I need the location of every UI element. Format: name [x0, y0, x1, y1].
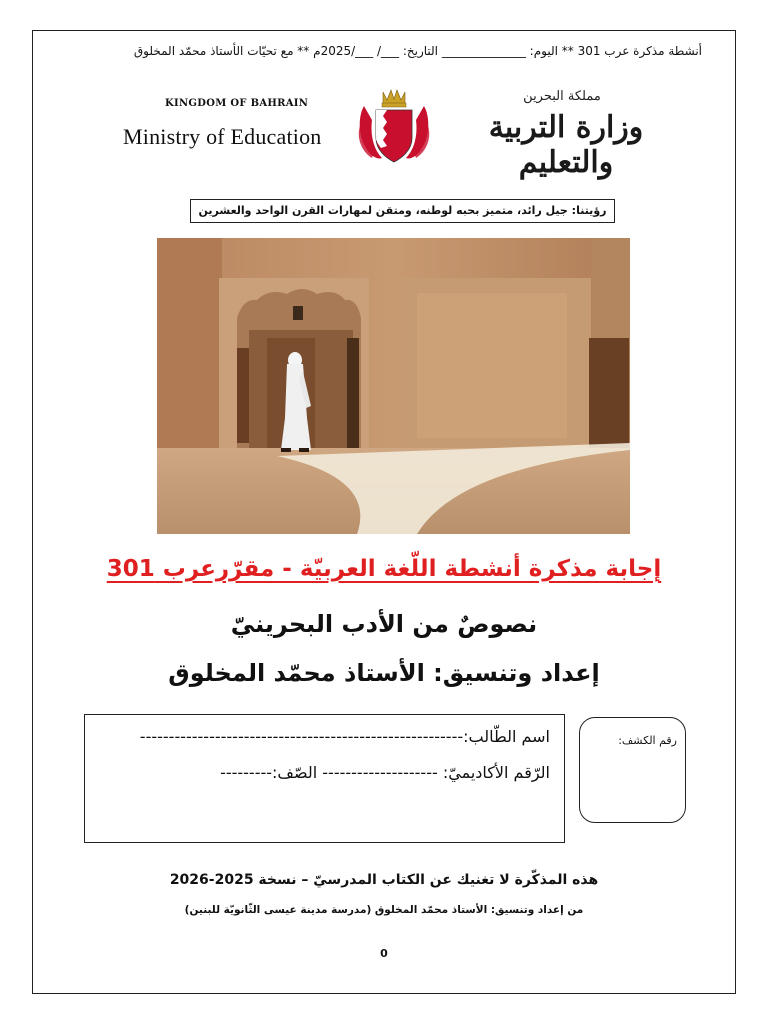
country-title-ar: مملكة البحرين [523, 89, 601, 104]
exam-number-label: رقم الكشف: [618, 734, 677, 747]
student-name-blank[interactable]: -------------------------------------------------------- [139, 727, 464, 746]
bahrain-emblem [356, 86, 432, 166]
cover-photo [157, 238, 630, 534]
ministry-title-en: Ministry of Education [123, 124, 322, 149]
prepared-by: إعداد وتنسيق: الأستاذ محمّد المخلوق [168, 659, 600, 687]
cover-title: إجابة مذكرة أنشطة اللّغة العربيّة - مقرّرعرب 301 [106, 556, 662, 582]
class-blank[interactable]: --------- [220, 763, 273, 782]
academic-number-blank[interactable]: -------------------- [322, 763, 438, 782]
student-name-label: اسم الطّالب: [463, 727, 550, 746]
kingdom-label: KINGDOM OF BAHRAIN [165, 98, 309, 109]
student-info-box [84, 714, 565, 843]
vision-statement: رؤيتنا: جيل رائد، متميز بحبه لوطنه، ومتقن لمهارات القرن الواحد والعشرين [190, 199, 615, 223]
academic-class-row[interactable] [220, 763, 550, 782]
ministry-title-ar: وزارة التربية والتعليم [488, 110, 644, 180]
page-number: 0 [380, 947, 388, 960]
academic-number-label: الرّقم الأكاديميّ: [442, 763, 550, 782]
exam-number-box[interactable] [579, 717, 686, 823]
header-line: أنشطة مذكرة عرب 301 ** اليوم: ______________ التاريخ: ___/ ___/2025م ** مع تحيّات الأستاذ محمّد المخلوق [133, 44, 702, 58]
student-name-row[interactable] [140, 727, 550, 746]
class-label: الصّف: [272, 763, 318, 782]
footer-note: هذه المذكّرة لا تغنيك عن الكتاب المدرسيّ – نسخة 2025-2026 [169, 872, 599, 888]
cover-subtitle: نصوصٌ من الأدب البحرينيّ [230, 610, 538, 638]
footer-credit: من إعداد وتنسيق: الأستاذ محمّد المخلوق (مدرسة مدينة عيسى الثّانويّة للبنين) [184, 904, 584, 916]
